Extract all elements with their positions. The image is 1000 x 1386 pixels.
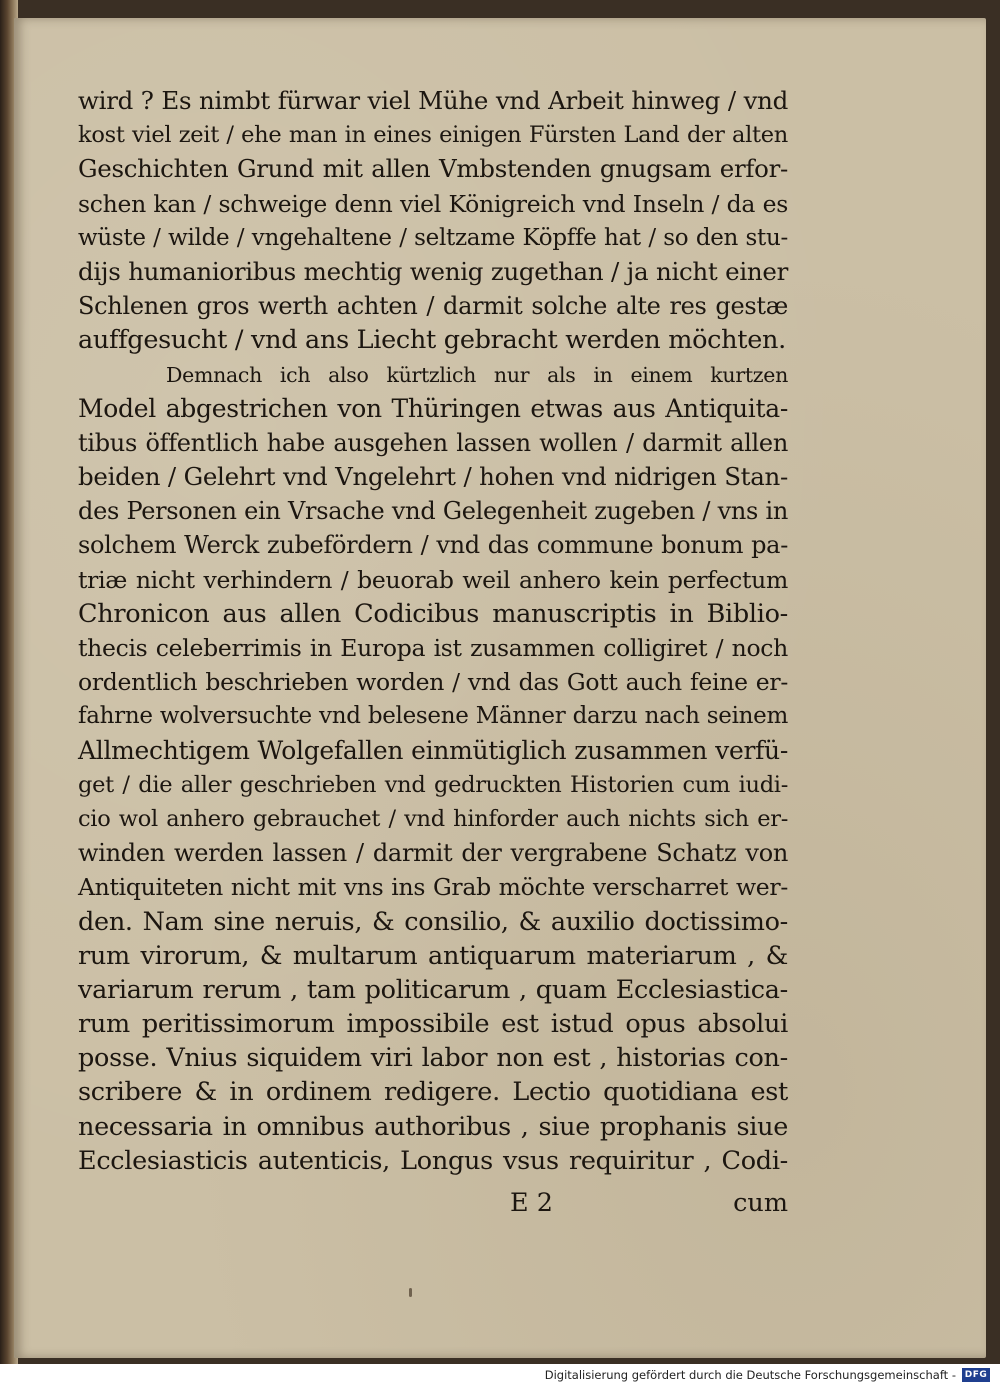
footer-credit: Digitalisierung gefördert durch die Deutsche Forschungsgemeinschaft - xyxy=(544,1368,956,1382)
text-line: fahrne wolversuchte vnd belesene Männer darzu nach seinem xyxy=(78,703,788,730)
text-line: wüste / wilde / vngehaltene / seltzame Köpffe hat / so den stu- xyxy=(78,224,788,251)
text-line: winden werden lassen / darmit der vergrabene Schatz von xyxy=(78,839,788,868)
paper-speck xyxy=(409,1288,412,1297)
text-line: get / die aller geschrieben vnd gedruckten Historien cum iudi- xyxy=(78,771,788,798)
text-line: rum virorum, & multarum antiquarum materiarum , & xyxy=(78,940,788,971)
catchword: cum xyxy=(733,1188,788,1218)
text-line: Chronicon aus allen Codicibus manuscriptis in Biblio- xyxy=(78,598,788,629)
signature-mark: E 2 xyxy=(510,1188,553,1218)
book-page xyxy=(14,18,986,1358)
text-line: Ecclesiasticis autenticis, Longus vsus requiritur , Codi- xyxy=(78,1145,788,1176)
text-line: Antiquiteten nicht mit vns ins Grab möchte verscharret wer- xyxy=(78,873,788,902)
text-line: triæ nicht verhindern / beuorab weil anhero kein perfectum xyxy=(78,565,788,594)
text-line: den. Nam sine neruis, & consilio, & auxilio doctissimo- xyxy=(78,906,788,937)
text-line: thecis celeberrimis in Europa ist zusammen colligiret / noch xyxy=(78,634,788,662)
text-line: Allmechtigem Wolgefallen einmütiglich zusammen verfü- xyxy=(78,735,788,765)
text-line: kost viel zeit / ehe man in eines einigen Fürsten Land der alten xyxy=(78,122,788,149)
text-line: Geschichten Grund mit allen Vmbstenden gnugsam erfor- xyxy=(78,154,788,184)
text-line: tibus öffentlich habe ausgehen lassen wollen / darmit allen xyxy=(78,428,788,457)
text-line: scribere & in ordinem redigere. Lectio quotidiana est xyxy=(78,1077,788,1108)
text-line: variarum rerum , tam politicarum , quam Ecclesiastica- xyxy=(78,974,788,1005)
text-line: Model abgestrichen von Thüringen etwas aus Antiquita- xyxy=(78,393,788,423)
text-line: posse. Vnius siquidem viri labor non est , historias con- xyxy=(78,1043,788,1074)
dfg-logo-icon: DFG xyxy=(962,1368,990,1382)
text-line: schen kan / schweige denn viel Königreich vnd Inseln / da es xyxy=(78,189,788,218)
text-line: wird ? Es nimbt fürwar viel Mühe vnd Arbeit hinweg / vnd xyxy=(78,86,788,115)
page-text-block xyxy=(78,84,788,1178)
text-line: ordentlich beschrieben worden / vnd das Gott auch feine er- xyxy=(78,668,788,697)
text-line: dijs humanioribus mechtig wenig zugethan / ja nicht einer xyxy=(78,256,788,286)
text-line: rum peritissimorum impossibile est istud opus absolui xyxy=(78,1009,788,1040)
text-line: auffgesucht / vnd ans Liecht gebracht werden möchten. xyxy=(78,325,786,356)
text-line: Schlenen gros werth achten / darmit solche alte res gestæ xyxy=(78,292,788,321)
text-line: solchem Werck zubefördern / vnd das commune bonum pa- xyxy=(78,531,788,560)
text-line-paragraph-start: Demnach ich also kürtzlich nur als in einem kurtzen xyxy=(166,362,788,387)
text-line: cio wol anhero gebrauchet / vnd hinforder auch nichts sich er- xyxy=(78,805,788,832)
text-line: beiden / Gelehrt vnd Vngelehrt / hohen vnd nidrigen Stan- xyxy=(78,462,788,492)
text-line: necessaria in omnibus authoribus , siue prophanis siue xyxy=(78,1111,788,1142)
page-foot-row xyxy=(78,1188,788,1222)
text-line: des Personen ein Vrsache vnd Gelegenheit zugeben / vns in xyxy=(78,497,788,526)
footer-bar xyxy=(0,1364,1000,1386)
